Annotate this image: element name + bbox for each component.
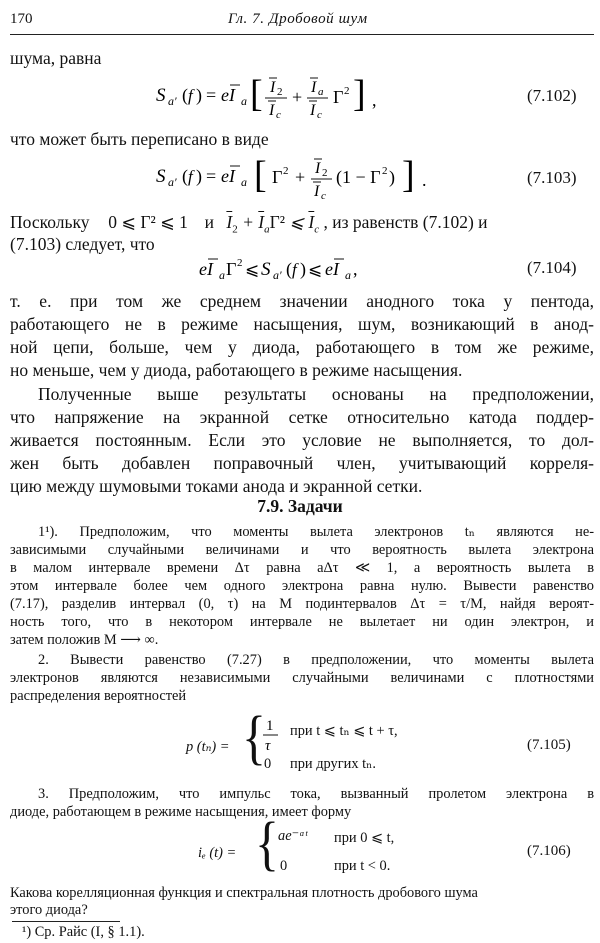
running-title: Гл. 7. Дробовой шум — [228, 11, 368, 27]
case-value: 0 — [264, 756, 272, 772]
svg-text:f: f — [188, 167, 193, 186]
svg-text:a: a — [219, 268, 225, 282]
text-line: 3. Предположим, что импульс тока, вызванный пролетом электрона в — [38, 786, 594, 802]
svg-text:[: [ — [254, 154, 267, 196]
svg-text:=: = — [206, 166, 217, 186]
text-line: живается постоянным. Если это условие не выполняется, то дол- — [10, 430, 594, 450]
svg-text:I: I — [270, 79, 276, 96]
svg-text:S: S — [156, 166, 166, 187]
svg-text:): ) — [196, 166, 202, 186]
svg-text:f: f — [188, 86, 193, 105]
equation-7-102 — [150, 68, 410, 120]
svg-text:=: = — [206, 85, 217, 105]
text-line: этом интервале более чем одного электрона равна нулю. Вывести равенство — [10, 578, 594, 594]
text-line: ность того, что в некотором интервале не вылетает ни один электрон, и — [10, 614, 594, 630]
case-condition: при t < 0. — [334, 858, 391, 874]
svg-text:2: 2 — [382, 165, 388, 177]
svg-text:c: c — [317, 109, 322, 120]
text-line: затем положив M ⟶ ∞. — [10, 632, 159, 648]
section-title: 7.9. Задачи — [257, 496, 343, 516]
text-line: но меньше, чем у диода, работающего в режиме насыщения. — [10, 360, 463, 380]
text-line: работающего не в режиме насыщения, шум, возникающий в анод- — [10, 314, 594, 334]
svg-text:2: 2 — [237, 257, 243, 269]
text-line: этого диода? — [10, 902, 88, 918]
svg-text:Γ: Γ — [272, 167, 283, 187]
header-rule — [10, 34, 594, 35]
text-line: Полученные выше результаты основаны на предположении, — [38, 384, 594, 404]
text-fragment: , из равенств (7.102) и — [323, 212, 488, 232]
page-number: 170 — [10, 11, 33, 27]
text-line: цию между шумовыми токами анода и экранной сетки. — [10, 476, 423, 496]
text-line: Какова корелляционная функция и спектральная плотность дробового шума — [10, 885, 478, 901]
text-line: 1¹). Предположим, что моменты вылета электронов tₙ являются не- — [38, 524, 594, 540]
svg-text:S: S — [261, 259, 271, 280]
text-line: что напряжение на экранной сетке относительно катода поддер- — [10, 407, 594, 427]
svg-text:]: ] — [402, 154, 415, 196]
case-condition: при 0 ⩽ t, — [334, 830, 395, 846]
text-line: ной цепи, больше, чем у диода, работающего в том же режиме, — [10, 337, 594, 357]
svg-text:(1 − Γ: (1 − Γ — [336, 167, 381, 187]
svg-text:I: I — [269, 102, 275, 119]
svg-text:a: a — [241, 175, 247, 189]
text-line: зависимыми случайными величинами и что вероятность вылета электрона — [10, 542, 594, 558]
svg-text:⩽: ⩽ — [308, 260, 323, 279]
equation-lhs: p (tₙ) = — [186, 739, 230, 755]
text-line: электронов являются независимыми случайными величинами с плотностями — [10, 670, 594, 686]
svg-text:I: I — [315, 160, 321, 177]
svg-text:.: . — [422, 170, 427, 190]
case-condition: при других tₙ. — [290, 756, 376, 772]
svg-text:): ) — [300, 259, 306, 279]
fraction-1-over-tau — [262, 714, 282, 754]
text-line: распределения вероятностей — [10, 688, 187, 704]
svg-text:1: 1 — [266, 718, 274, 734]
text-fragment: и — [204, 212, 215, 232]
svg-text:a′: a′ — [168, 94, 177, 108]
svg-text:2: 2 — [283, 165, 289, 177]
inequality-currents: $\overline{I}_2 + \overline{I}_a\Gamma^2$ ⩽ $\overline{I}_c$ — [226, 212, 320, 236]
svg-text:a′: a′ — [168, 175, 177, 189]
inequality: 0 ⩽ Γ² ⩽ 1 — [108, 212, 188, 232]
svg-text:c: c — [276, 109, 281, 120]
text-line: диоде, работающем в режиме насыщения, имеет форму — [10, 804, 352, 820]
svg-text:(: ( — [182, 85, 188, 105]
equation-number: (7.102) — [527, 86, 577, 105]
text-line: жен быть добавлен поправочный член, учитывающий корреля- — [10, 453, 594, 473]
svg-text:,: , — [372, 90, 377, 110]
case-value: 0 — [280, 858, 288, 874]
equation-7-104 — [195, 250, 415, 284]
equation-number: (7.105) — [527, 737, 571, 753]
case-value: ae⁻ᵅᵗ — [278, 828, 308, 844]
text-line — [10, 211, 594, 236]
case-condition: при t ⩽ tₙ ⩽ t + τ, — [290, 723, 398, 739]
svg-text:f: f — [292, 260, 297, 279]
svg-text:a: a — [318, 86, 324, 98]
equation-number: (7.104) — [527, 258, 577, 277]
svg-text:Γ: Γ — [226, 259, 237, 279]
svg-text:+: + — [295, 167, 306, 187]
svg-text:(: ( — [182, 166, 188, 186]
svg-text:I: I — [310, 102, 316, 119]
text-line: шума, равна — [10, 48, 102, 68]
svg-text:eI: eI — [325, 259, 339, 279]
svg-text:]: ] — [353, 73, 366, 115]
svg-text:2: 2 — [322, 167, 328, 179]
text-line: (7.17), разделив интервал (0, τ) на M подинтервалов Δτ = τ/M, найдя вероят- — [10, 596, 594, 612]
equation-number: (7.103) — [527, 168, 577, 187]
text-line: в малом интервале времени Δτ равна aΔτ ≪ 1, а вероятность вылета в — [10, 560, 594, 576]
text-line: (7.103) следует, что — [10, 234, 155, 254]
svg-text:+: + — [292, 87, 303, 107]
svg-text:τ: τ — [265, 738, 271, 754]
svg-text:eI: eI — [221, 85, 235, 105]
svg-text:S: S — [156, 85, 166, 106]
equation-number: (7.106) — [527, 843, 571, 859]
svg-text:[: [ — [250, 73, 263, 115]
svg-text:2: 2 — [344, 85, 350, 97]
footnote-rule — [12, 921, 120, 922]
svg-text:eI: eI — [199, 259, 213, 279]
brace: { — [255, 809, 279, 877]
svg-text:I: I — [311, 79, 317, 96]
text-line: 2. Вывести равенство (7.27) в предположении, что моменты вылета — [38, 652, 594, 668]
svg-text:Γ: Γ — [333, 87, 344, 107]
text-fragment: Поскольку — [10, 212, 90, 232]
svg-text:): ) — [389, 167, 395, 187]
equation-7-103 — [150, 150, 450, 202]
equation-lhs: iₑ (t) = — [198, 845, 237, 861]
text-line: что может быть переписано в виде — [10, 129, 269, 149]
svg-text:I: I — [314, 183, 320, 200]
svg-text:a′: a′ — [273, 268, 282, 282]
footnote: ¹) Ср. Райс (I, § 1.1). — [22, 924, 145, 940]
svg-text:eI: eI — [221, 166, 235, 186]
svg-text:,: , — [353, 259, 358, 279]
text-line: т. е. при том же среднем значении анодного тока у пентода, — [10, 291, 594, 311]
svg-text:): ) — [196, 85, 202, 105]
svg-text:a: a — [241, 94, 247, 108]
svg-text:(: ( — [286, 259, 292, 279]
svg-text:⩽: ⩽ — [245, 260, 260, 279]
svg-text:c: c — [321, 190, 326, 202]
svg-text:a: a — [345, 268, 351, 282]
brace: { — [242, 703, 266, 771]
svg-text:2: 2 — [277, 86, 283, 98]
